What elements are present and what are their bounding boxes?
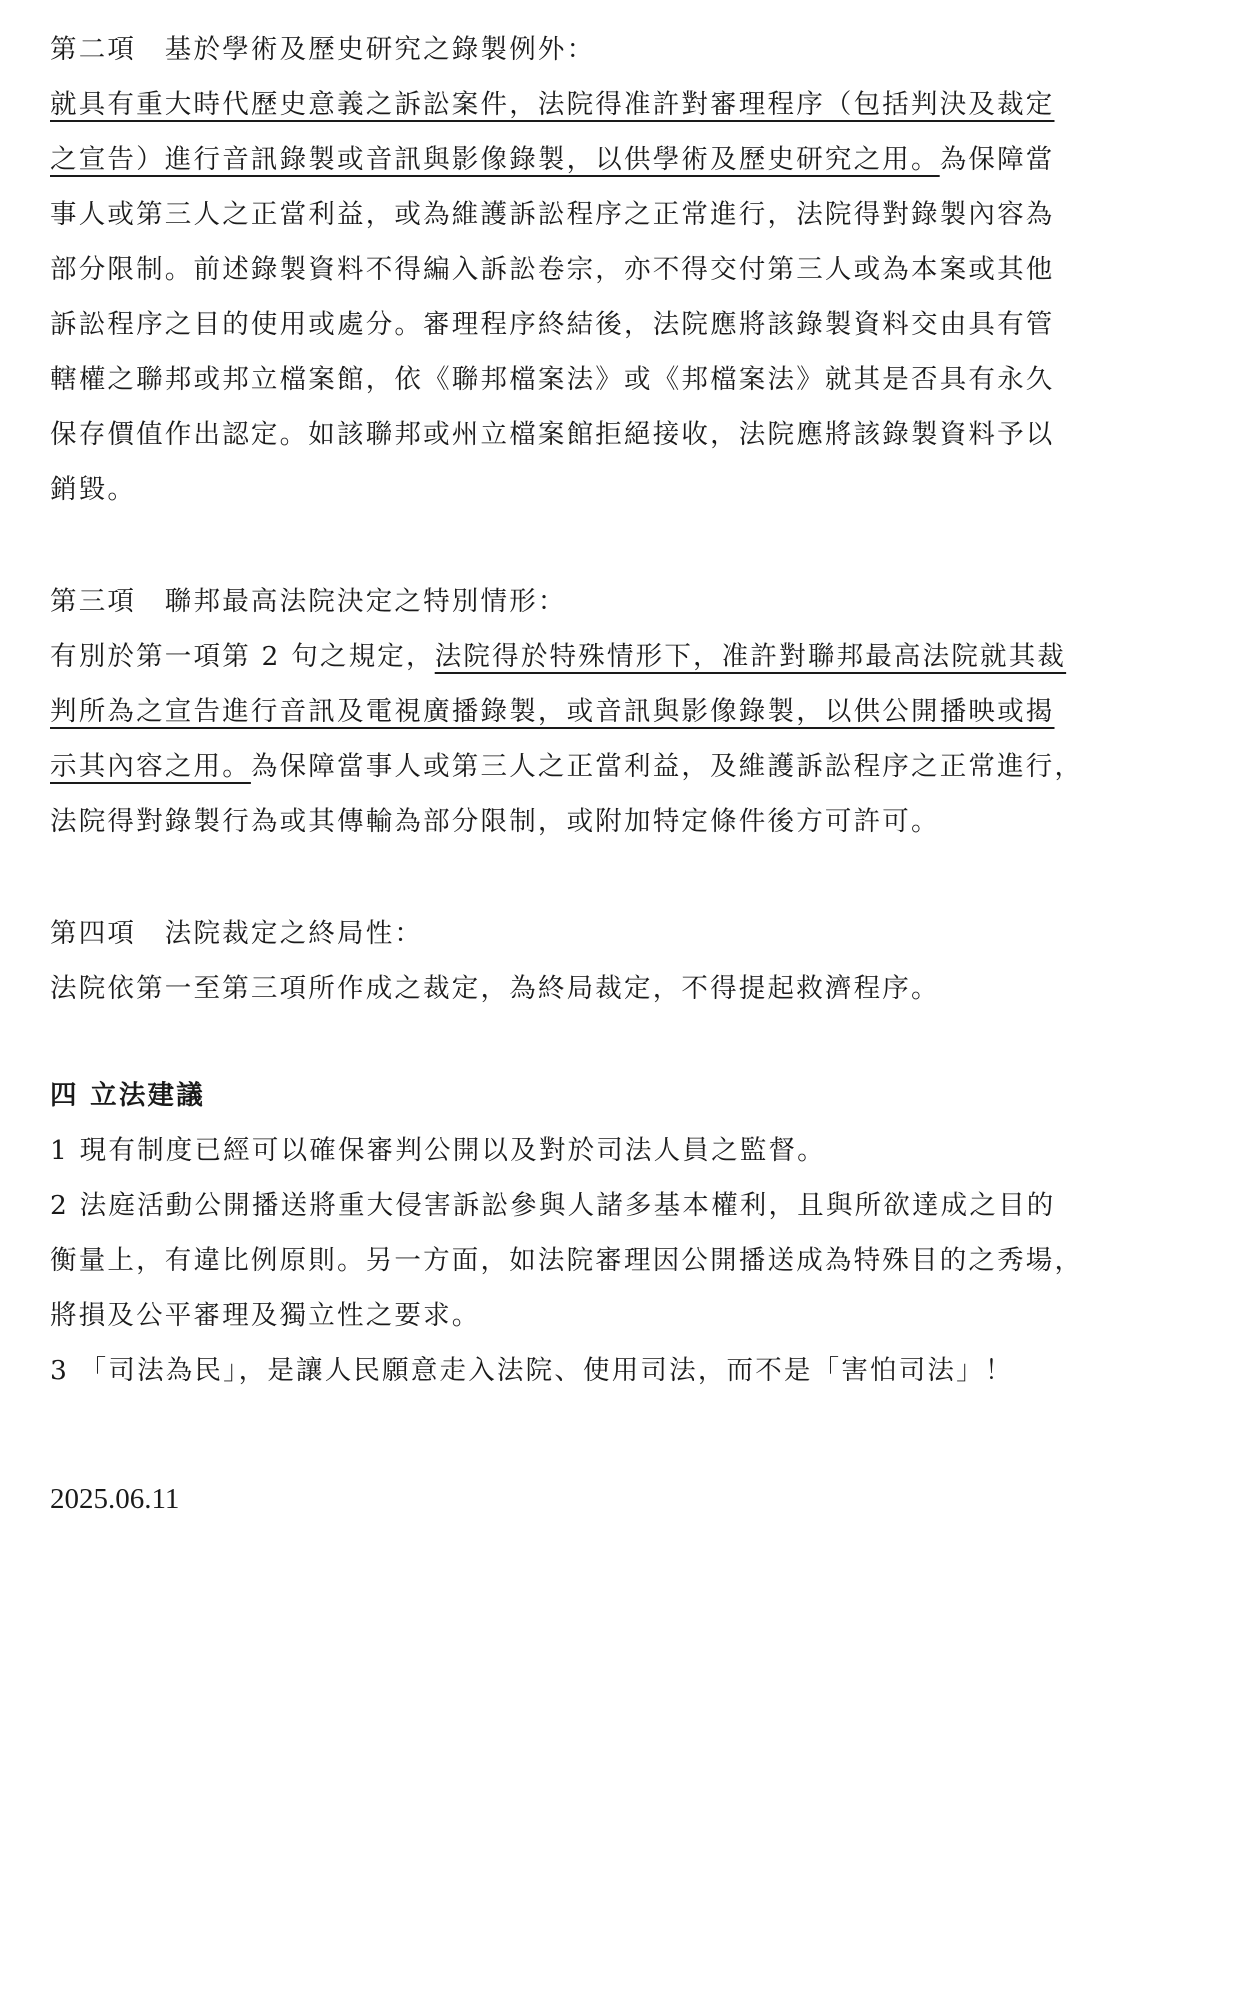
section2-line8: 銷毀。: [50, 474, 137, 505]
section4-title: 第四項 法院裁定之終局性：: [50, 918, 424, 949]
section3-line3: [50, 739, 1185, 794]
section2-line6: 轄權之聯邦或邦立檔案館，依《聯邦檔案法》或《邦檔案法》就其是否具有永久: [50, 364, 1055, 395]
section2-line4: 部分限制。前述錄製資料不得編入訴訟卷宗，亦不得交付第三人或為本案或其他: [50, 254, 1055, 285]
section2-line3: 事人或第三人之正當利益，或為維護訴訟程序之正常進行，法院得對錄製內容為: [50, 199, 1055, 230]
section2-line5: 訴訟程序之目的使用或處分。審理程序終結後，法院應將該錄製資料交由具有管: [50, 309, 1055, 340]
spacer: [50, 1398, 1185, 1450]
section4-line1: 法院依第一至第三項所作成之裁定，為終局裁定，不得提起救濟程序。: [50, 973, 940, 1004]
section3-line1: [50, 629, 1185, 684]
recommendation-item-2-line2: 衡量上，有違比例原則。另一方面，如法院審理因公開播送成為特殊目的之秀場，: [50, 1245, 1084, 1276]
recommendations-heading: 四 立法建議: [50, 1080, 205, 1111]
section3-line1-underlined: 法院得於特殊情形下，准許對聯邦最高法院就其裁: [434, 641, 1067, 672]
section3-line1-pre: 有別於第一項第 2 句之規定，: [50, 641, 435, 672]
section3-line3-underlined: 示其內容之用。: [50, 751, 251, 782]
spacer: [50, 517, 1185, 574]
recommendation-item-1: 1 現有制度已經可以確保審判公開以及對於司法人員之監督。: [50, 1135, 826, 1166]
spacer: [50, 1016, 1185, 1068]
section2-title: 第二項 基於學術及歷史研究之錄製例外：: [50, 34, 596, 65]
section2-line2-rest: 為保障當: [939, 144, 1055, 175]
section2-line1: [50, 77, 1185, 132]
document-page: [50, 22, 1185, 1527]
spacer: [50, 849, 1185, 906]
section3-line4: 法院得對錄製行為或其傳輸為部分限制，或附加特定條件後方可許可。: [50, 806, 940, 837]
section2-line1-underlined: 就具有重大時代歷史意義之訴訟案件，法院得准許對審理程序（包括判決及裁定: [50, 89, 1055, 120]
section2-line2: [50, 132, 1185, 187]
section3-title: 第三項 聯邦最高法院決定之特別情形：: [50, 586, 567, 617]
recommendation-item-3: 3 「司法為民」，是讓人民願意走入法院、使用司法，而不是「害怕司法」！: [50, 1355, 1014, 1386]
section2-line2-underlined: 之宣告）進行音訊錄製或音訊與影像錄製，以供學術及歷史研究之用。: [50, 144, 940, 175]
section2-line7: 保存價值作出認定。如該聯邦或州立檔案館拒絕接收，法院應將該錄製資料予以: [50, 419, 1055, 450]
section3-line3-rest: 為保障當事人或第三人之正當利益，及維護訴訟程序之正常進行，: [250, 751, 1084, 782]
document-date: 2025.06.11: [50, 1483, 180, 1515]
recommendation-item-2-line3: 將損及公平審理及獨立性之要求。: [50, 1300, 481, 1331]
recommendation-item-2-line1: 2 法庭活動公開播送將重大侵害訴訟參與人諸多基本權利，且與所欲達成之目的: [50, 1190, 1056, 1221]
section3-line2: [50, 684, 1185, 739]
section3-line2-underlined: 判所為之宣告進行音訊及電視廣播錄製，或音訊與影像錄製，以供公開播映或揭: [50, 696, 1055, 727]
